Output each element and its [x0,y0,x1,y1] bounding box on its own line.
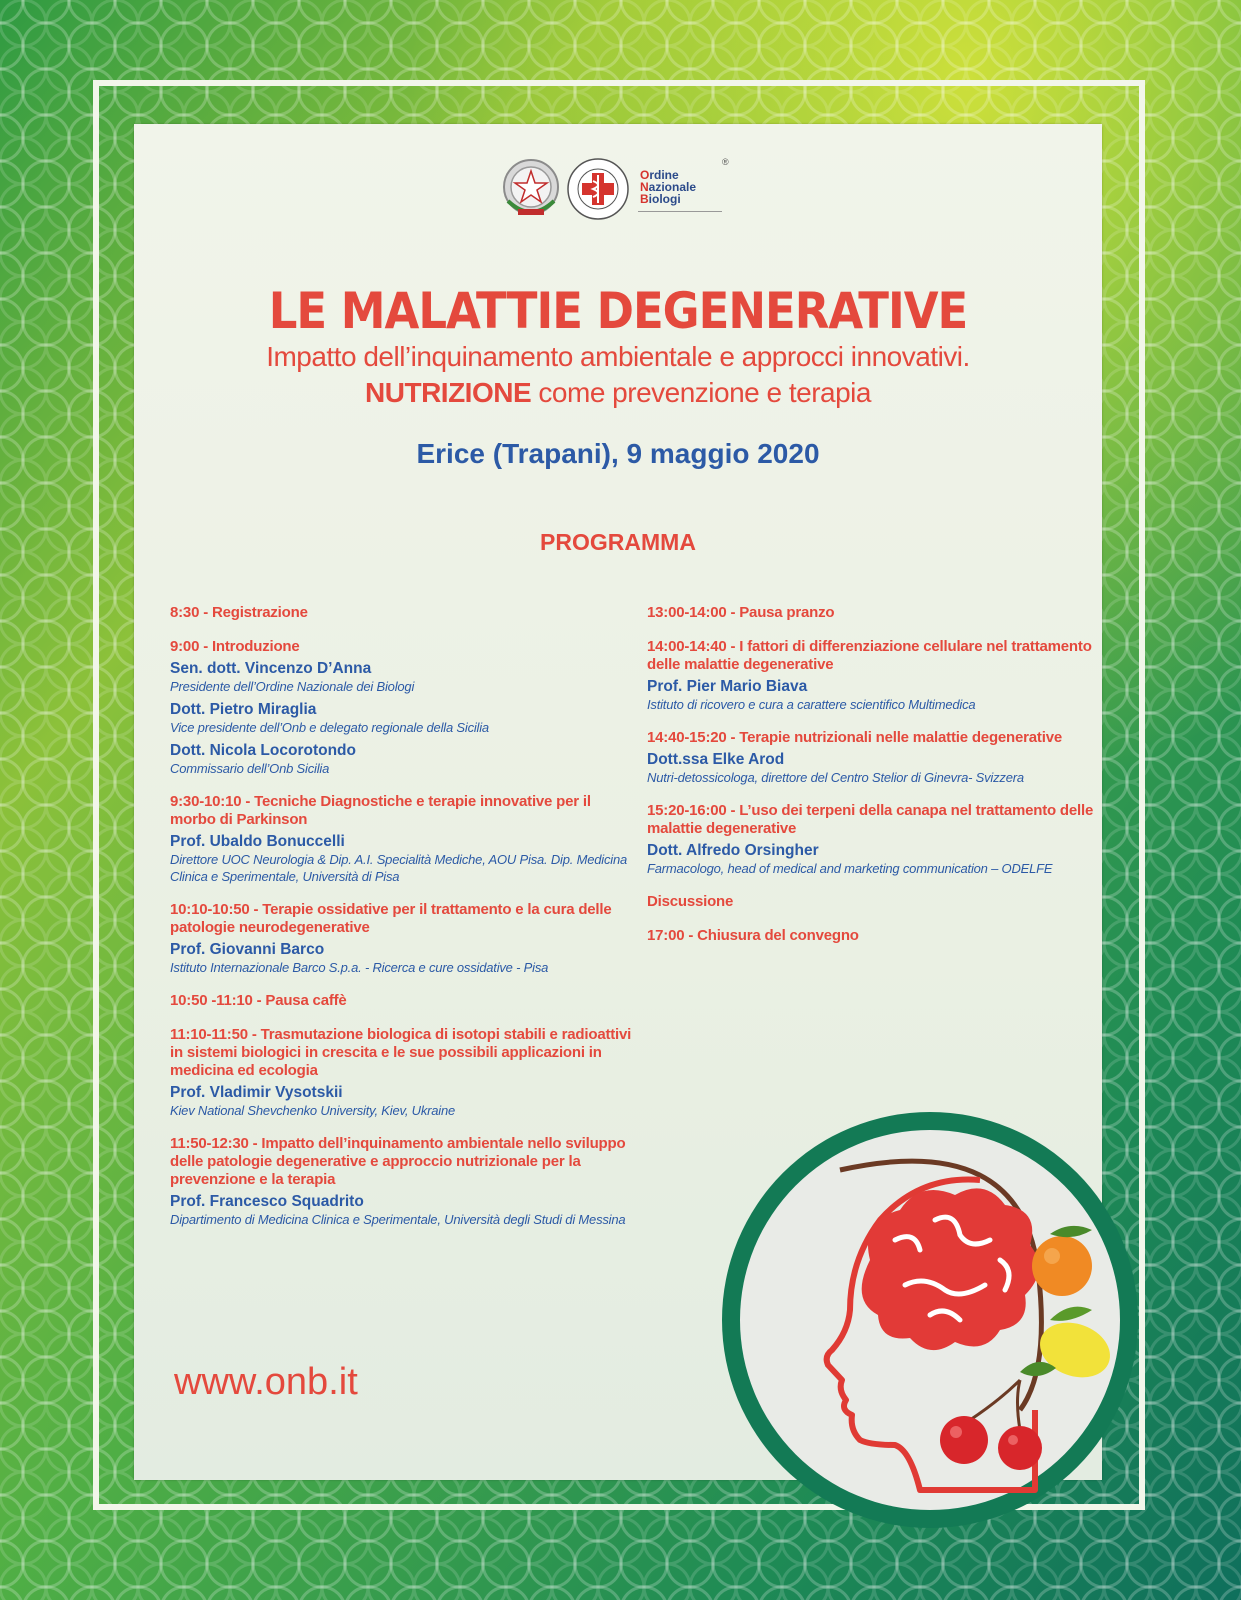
italian-emblem-icon [500,157,562,221]
program-item [170,992,640,1010]
program-item [647,638,1097,713]
speaker-name: Prof. Pier Mario Biava [647,678,808,695]
subtitle-line-2 [134,376,1102,410]
speaker-name: Dott. Pietro Miraglia [170,701,317,718]
program-item [170,793,640,885]
program-item [647,893,1097,911]
program-item-heading: 13:00-14:00 - Pausa pranzo [647,604,835,621]
speaker [647,750,1097,786]
program-item-heading: 10:50 -11:10 - Pausa caffè [170,992,347,1009]
speaker [170,659,640,695]
program-item-heading: 9:00 - Introduzione [170,638,300,655]
speaker-role: Dipartimento di Medicina Clinica e Sperimentale, Università degli Studi di Messina [170,1212,626,1227]
speaker [170,940,640,976]
speaker-name: Dott.ssa Elke Arod [647,751,785,768]
program-item-heading: 8:30 - Registrazione [170,604,308,621]
program-item-heading: 14:00-14:40 - I fattori di differenziazione cellulare nel trattamento delle malattie degenerative [647,638,1092,673]
speaker-role: Farmacologo, head of medical and marketing communication – ODELFE [647,861,1053,876]
speaker-name: Dott. Nicola Locorotondo [170,742,356,759]
program-item [170,604,640,622]
speaker-role: Presidente dell’Ordine Nazionale dei Biologi [170,679,415,694]
speaker-name: Prof. Ubaldo Bonuccelli [170,833,345,850]
speaker-name: Sen. dott. Vincenzo D’Anna [170,660,372,677]
program-item [647,729,1097,786]
onb-logo-icon [566,157,630,221]
speaker-role: Nutri-detossicologa, direttore del Centro Stelior di Ginevra- Svizzera [647,770,1024,785]
speaker [170,1192,640,1228]
speaker-name: Prof. Francesco Squadrito [170,1193,364,1210]
program-item-heading: 14:40-15:20 - Terapie nutrizionali nelle malattie degenerative [647,729,1062,746]
program-column-left [170,604,640,1244]
website-link[interactable]: www.onb.it [174,1361,358,1403]
speaker-role: Istituto di ricovero e cura a carattere scientifico Multimedica [647,697,976,712]
program-column-right [647,604,1097,961]
onb-wordmark: Ordine Nazionale Biologi [640,168,697,206]
program-item-heading: Discussione [647,893,734,910]
subtitle-line-1: Impatto dell’inquinamento ambientale e approcci innovativi. [266,341,970,372]
speaker-name: Prof. Giovanni Barco [170,941,325,958]
program-item [170,1135,640,1228]
brain-illustration [720,1110,1140,1530]
speaker [170,741,640,777]
speaker [647,841,1097,877]
speaker-role: Direttore UOC Neurologia & Dip. A.I. Specialità Mediche, AOU Pisa. Dip. Medicina Clinica e Sperimentale, Università di Pisa [170,852,628,884]
speaker-role: Istituto Internazionale Barco S.p.a. - Ricerca e cure ossidative - Pisa [170,960,549,975]
onb-logo-underline [638,211,722,212]
speaker [170,832,640,885]
program-item [170,638,640,777]
programma-heading: PROGRAMMA [540,529,696,555]
speaker-role: Vice presidente dell’Onb e delegato regionale della Sicilia [170,720,489,735]
registered-mark: ® [722,157,729,167]
speaker-name: Dott. Alfredo Orsingher [647,842,819,859]
speaker-name: Prof. Vladimir Vysotskii [170,1084,343,1101]
speaker [170,1083,640,1119]
place-date: Erice (Trapani), 9 maggio 2020 [416,438,820,469]
subtitle-rest: come prevenzione e terapia [531,377,871,408]
program-item [170,901,640,976]
logo-group [500,155,740,230]
speaker-role: Commissario dell’Onb Sicilia [170,761,330,776]
speaker [647,677,1097,713]
program-item-heading: 11:10-11:50 - Trasmutazione biologica di isotopi stabili e radioattivi in sistemi biologici in crescita e le sue possibili applicazioni in medicina ed ecologia [170,1026,632,1079]
subtitle-bold: NUTRIZIONE [365,377,532,408]
program-item [647,604,1097,622]
program-item-heading: 11:50-12:30 - Impatto dell’inquinamento ambientale nello sviluppo delle patologie degenerative e approccio nutrizionale per la prevenzione e la terapia [170,1135,626,1188]
program-item [647,802,1097,877]
speaker [170,700,640,736]
program-item-heading: 15:20-16:00 - L’uso dei terpeni della canapa nel trattamento delle malattie degenerative [647,802,1094,837]
program-item [647,927,1097,945]
speaker-role: Kiev National Shevchenko University, Kiev, Ukraine [170,1103,456,1118]
program-item-heading: 17:00 - Chiusura del convegno [647,927,859,944]
program-item [170,1026,640,1119]
page-title: LE MALATTIE DEGENERATIVE [268,282,968,340]
program-item-heading: 10:10-10:50 - Terapie ossidative per il trattamento e la cura delle patologie neurodegenerative [170,901,612,936]
program-item-heading: 9:30-10:10 - Tecniche Diagnostiche e terapie innovative per il morbo di Parkinson [170,793,591,828]
